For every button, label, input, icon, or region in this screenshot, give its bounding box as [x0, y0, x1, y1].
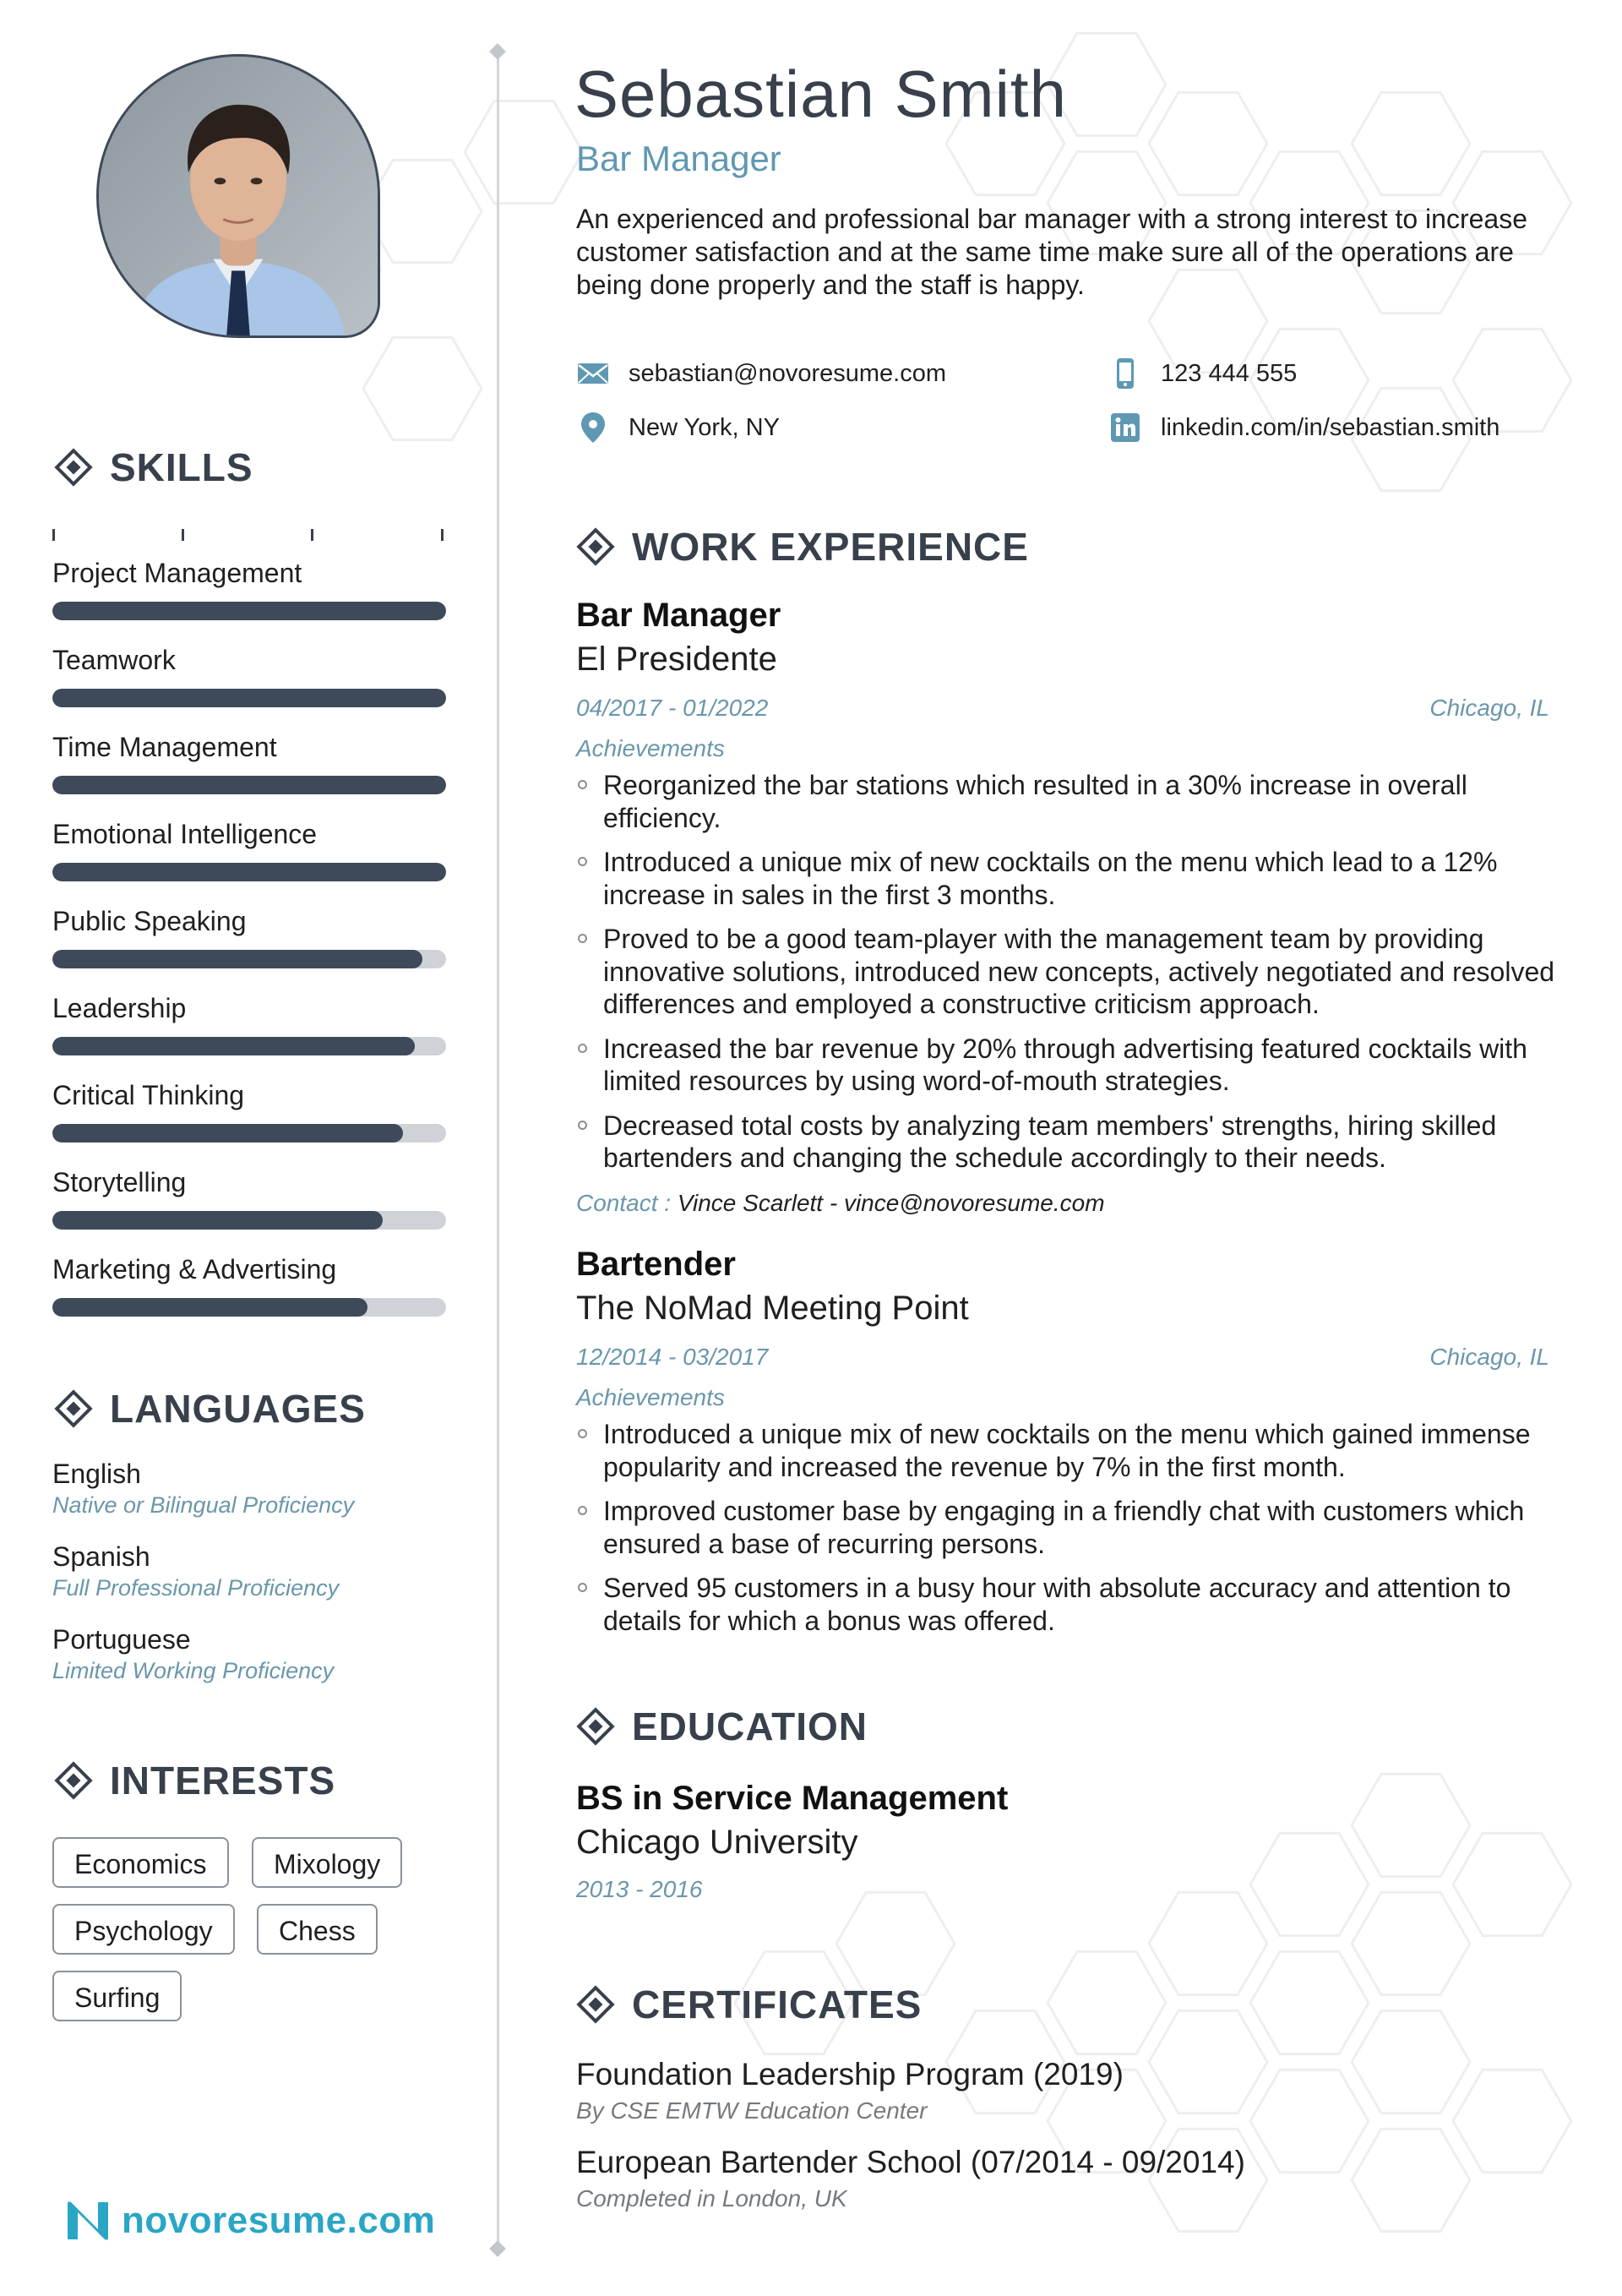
skill-level-bar [52, 1037, 446, 1055]
skill-name: Time Management [52, 732, 277, 762]
scale-tick [52, 529, 55, 541]
reference-value: Vince Scarlett - vince@novoresume.com [677, 1190, 1105, 1216]
diamond-icon [574, 1983, 617, 2026]
skill-level-fill [52, 689, 446, 707]
interests-heading [52, 1758, 335, 1803]
achievements-list [576, 769, 1556, 1186]
job-location: Chicago, IL [1429, 1344, 1549, 1370]
skill-item [52, 903, 446, 968]
linkedin-icon [1108, 411, 1142, 444]
candidate-title: Bar Manager [576, 139, 781, 178]
language-name: Spanish [52, 1541, 150, 1572]
certificate-name: Foundation Leadership Program (2019) [576, 2057, 1124, 2091]
skill-name: Critical Thinking [52, 1080, 245, 1110]
hexagon-decoration [363, 337, 482, 439]
skill-level-fill [52, 776, 446, 794]
skill-level-bar [52, 950, 446, 968]
company-name: The NoMad Meeting Point [576, 1290, 969, 1327]
hexagon-decoration [1250, 1951, 1369, 2053]
job-dates: 04/2017 - 01/2022 [576, 695, 769, 721]
hexagon-decoration [465, 101, 583, 203]
reference-label: Contact : [576, 1190, 672, 1216]
hexagon-decoration [1453, 2070, 1571, 2172]
certificates-heading [574, 1982, 922, 2027]
language-item [52, 1622, 334, 1685]
certificate-detail: Completed in London, UK [576, 2185, 847, 2211]
skill-item [52, 1251, 446, 1317]
skill-item [52, 815, 446, 881]
contact-email[interactable] [576, 357, 946, 390]
language-level: Full Professional Proficiency [52, 1575, 340, 1601]
skill-level-fill [52, 1124, 403, 1143]
hexagon-decoration [1149, 2010, 1267, 2113]
email-text: sebastian@novoresume.com [629, 359, 947, 387]
skill-level-fill [52, 1298, 367, 1317]
language-level: Native or Bilingual Proficiency [52, 1492, 355, 1518]
map-pin-icon [576, 411, 610, 444]
skill-name: Teamwork [52, 645, 176, 675]
skill-item [52, 728, 446, 794]
interests-title: INTERESTS [110, 1759, 336, 1802]
skill-name: Emotional Intelligence [52, 819, 318, 849]
skill-level-bar [52, 1124, 446, 1143]
achievement-item: Proved to be a good team-player with the management team by providing innovative solutions, introduced new concepts, actively negotiated and resolved differences and employed a constructive criticism approach. [576, 923, 1556, 1021]
skill-level-fill [52, 1211, 383, 1230]
diamond-icon [574, 526, 617, 568]
scale-tick [311, 529, 313, 541]
skill-level-fill [52, 863, 446, 881]
portrait-image [99, 57, 378, 335]
skills-title: SKILLS [110, 445, 253, 489]
diamond-icon [52, 1759, 95, 1802]
scale-tick [182, 529, 184, 541]
education-title: EDUCATION [632, 1704, 868, 1748]
work-experience-title: WORK EXPERIENCE [632, 525, 1029, 569]
languages-heading [52, 1386, 366, 1432]
novoresume-n-logo-icon [64, 2199, 112, 2243]
phone-icon [1108, 357, 1142, 390]
skill-level-bar [52, 602, 446, 620]
scale-tick [441, 529, 444, 541]
achievement-item: Served 95 customers in a busy hour with absolute accuracy and attention to details for which a bonus was offered. [576, 1572, 1556, 1637]
achievements-list [576, 1418, 1556, 1649]
education-dates: 2013 - 2016 [576, 1876, 703, 1902]
interest-tag: Chess [257, 1904, 378, 1955]
skill-level-fill [52, 950, 422, 968]
achievement-item: Introduced a unique mix of new cocktails on the menu which gained immense popularity and increased the revenue by 7% in the first month. [576, 1418, 1556, 1483]
profile-summary: An experienced and professional bar manager with a strong interest to increase customer satisfaction and at the same time make sure all of the operations are being done properly and the staff is happy. [576, 204, 1527, 300]
location-text: New York, NY [629, 413, 780, 441]
languages-title: LANGUAGES [110, 1387, 366, 1431]
hexagon-decoration [1352, 2129, 1470, 2231]
skill-name: Public Speaking [52, 906, 247, 936]
hexagon-decoration [836, 1892, 955, 1994]
achievement-item: Introduced a unique mix of new cocktails on the menu which lead to a 12% increase in sales in the first 3 months. [576, 846, 1556, 911]
skills-heading [52, 444, 253, 490]
candidate-name: Sebastian Smith [574, 57, 1067, 131]
contact-linkedin[interactable] [1108, 411, 1500, 444]
interest-tag: Surfing [52, 1971, 182, 2021]
skill-name: Marketing & Advertising [52, 1254, 337, 1284]
hexagon-decoration [1149, 92, 1267, 194]
envelope-icon [576, 357, 610, 390]
hexagon-decoration [363, 160, 482, 262]
skill-item [52, 1164, 446, 1230]
skill-level-fill [52, 1037, 415, 1055]
reference-contact [576, 1190, 1105, 1217]
divider-bottom-dot [489, 2240, 506, 2257]
certificate-name: European Bartender School (07/2014 - 09/2014) [576, 2145, 1245, 2179]
hexagon-decoration [1048, 1951, 1166, 2053]
language-name: Portuguese [52, 1624, 191, 1655]
skill-level-bar [52, 776, 446, 794]
diamond-icon [52, 1388, 95, 1430]
company-name: El Presidente [576, 641, 777, 678]
profile-photo [96, 54, 380, 338]
hexagon-decoration [1453, 1833, 1571, 1935]
achievements-label: Achievements [576, 1384, 725, 1410]
skill-item [52, 641, 446, 707]
school-name: Chicago University [576, 1824, 858, 1861]
hexagon-decoration [1352, 1892, 1470, 1994]
linkedin-text: linkedin.com/in/sebastian.smith [1161, 413, 1500, 441]
skill-name: Project Management [52, 558, 302, 588]
skill-level-bar [52, 863, 446, 881]
skill-level-bar [52, 689, 446, 707]
interest-tag: Mixology [252, 1837, 402, 1888]
certificate-detail: By CSE EMTW Education Center [576, 2097, 928, 2124]
contact-location [576, 411, 780, 444]
phone-text: 123 444 555 [1161, 359, 1298, 387]
language-item [52, 1540, 339, 1602]
job-dates: 12/2014 - 03/2017 [576, 1344, 769, 1370]
achievement-item: Reorganized the bar stations which resulted in a 30% increase in overall efficiency. [576, 769, 1556, 834]
achievement-item: Increased the bar revenue by 20% through advertising featured cocktails with limited resources by using word-of-mouth strategies. [576, 1033, 1556, 1098]
logo-text: novoresume.com [122, 2200, 436, 2241]
hexagon-decoration [1149, 1892, 1267, 1994]
column-divider [497, 51, 499, 2256]
interest-tag: Economics [52, 1837, 229, 1888]
skill-item [52, 554, 446, 620]
achievement-item: Improved customer base by engaging in a friendly chat with customers which ensured a base of recurring persons. [576, 1495, 1556, 1560]
degree-name: BS in Service Management [576, 1780, 1009, 1817]
divider-top-dot [489, 43, 506, 60]
interest-tag: Psychology [52, 1904, 235, 1955]
certificates-title: CERTIFICATES [632, 1982, 923, 2026]
contact-phone[interactable] [1108, 357, 1297, 390]
education-heading [574, 1704, 868, 1749]
hexagon-decoration [1352, 2010, 1470, 2113]
diamond-icon [52, 446, 95, 488]
achievement-item: Decreased total costs by analyzing team members' strengths, hiring skilled bartenders and changing the schedule accordingly to their needs. [576, 1110, 1556, 1175]
job-location: Chicago, IL [1429, 695, 1549, 721]
skill-level-bar [52, 1211, 446, 1230]
achievements-label: Achievements [576, 735, 725, 761]
skill-name: Storytelling [52, 1167, 187, 1197]
skill-item [52, 1077, 446, 1143]
skill-item [52, 990, 446, 1055]
hexagon-decoration [1352, 1774, 1470, 1876]
language-name: English [52, 1459, 141, 1489]
hexagon-decoration [1250, 1833, 1369, 1935]
skill-level-bar [52, 1298, 446, 1317]
job-title: Bar Manager [576, 597, 781, 634]
skill-level-fill [52, 602, 446, 620]
language-item [52, 1457, 354, 1519]
hexagon-decoration [1352, 92, 1470, 194]
language-level: Limited Working Proficiency [52, 1658, 335, 1683]
hexagon-decoration [1250, 2070, 1369, 2172]
diamond-icon [574, 1705, 617, 1748]
skill-scale-ticks [52, 529, 446, 541]
job-title: Bartender [576, 1246, 736, 1283]
skill-name: Leadership [52, 993, 187, 1023]
work-experience-heading [574, 524, 1029, 570]
novoresume-logo[interactable] [64, 2199, 435, 2243]
